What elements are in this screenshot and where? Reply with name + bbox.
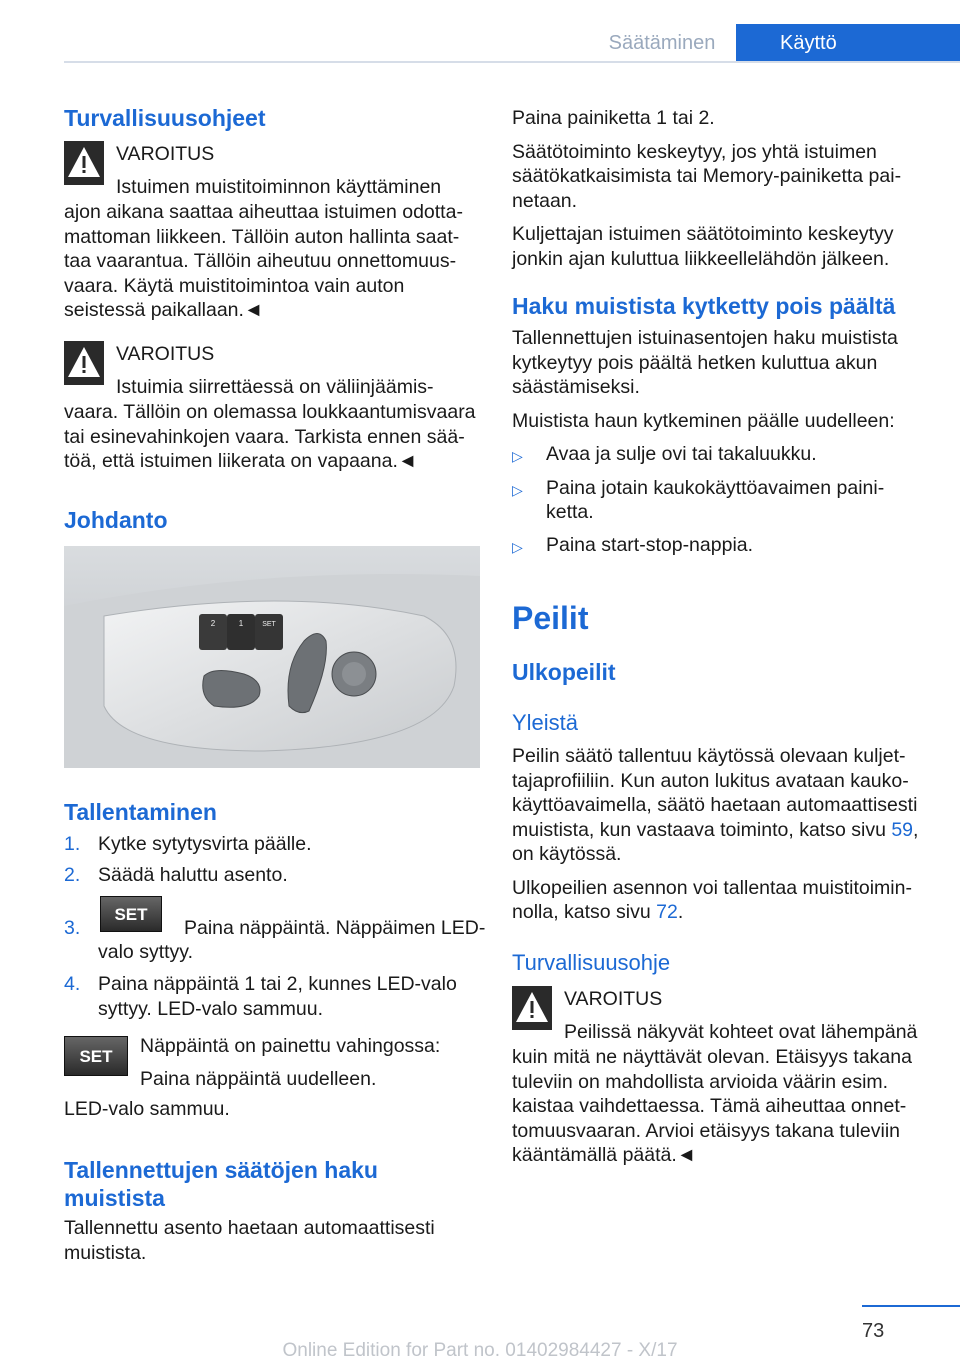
- step-text: Kytke sytytysvirta päälle.: [98, 833, 312, 855]
- general-heading: Yleistä: [512, 710, 579, 735]
- mirror-safety-heading: Turvallisuusohje: [512, 950, 671, 975]
- text-line: säätökatkaisimista tai Memory-painiketta pai-: [512, 165, 902, 187]
- text-line: töä, että istuimen liikerata on vapaana.◄: [64, 450, 418, 472]
- seat-controls-image: [64, 546, 480, 768]
- memory-button-1: 1: [238, 619, 244, 628]
- note-line: Näppäintä on painettu vahingossa:: [140, 1035, 441, 1057]
- page-ref-link[interactable]: 59: [891, 818, 914, 841]
- step-text: Säädä haluttu asento.: [98, 864, 288, 886]
- step-text: syttyy. LED-valo sammuu.: [98, 997, 324, 1020]
- text-line: tuleviin on mahdollista arvioida väärin esim.: [512, 1070, 889, 1093]
- bullet-text: Paina start-stop-nappia.: [546, 534, 754, 556]
- bullet-text: ketta.: [546, 501, 594, 523]
- step-text: Paina näppäintä. Näppäimen LED-: [184, 917, 486, 939]
- text-line: jonkin ajan kuluttua liikkeellelähdön jälkeen.: [512, 247, 890, 270]
- bullet-triangle-icon: ▷: [512, 482, 523, 498]
- text-line: on käytössä.: [512, 843, 622, 865]
- safety-heading: Turvallisuusohjeet: [64, 105, 266, 131]
- warning-text-first: Peilissä näkyvät kohteet ovat lähempänä: [564, 1020, 918, 1043]
- text-line: vaara. Tällöin on olemassa loukkaantumisvaara: [64, 401, 476, 423]
- text-line: Ulkopeilien asennon voi tallentaa muistitoimin-: [512, 876, 912, 899]
- text-line: Tallennettujen istuinasentojen haku muistista: [512, 327, 898, 349]
- text-line: Peilin säätö tallentuu käytössä olevaan kuljet-: [512, 745, 906, 767]
- text-line: Muistista haun kytkeminen päälle uudelleen:: [512, 409, 895, 432]
- list-item: [512, 442, 932, 476]
- intro-heading: Johdanto: [64, 507, 168, 533]
- text-line: Tallennettu asento haetaan automaattisesti: [64, 1217, 435, 1239]
- list-item: [512, 533, 932, 563]
- header-chapter: Käyttö: [736, 24, 960, 62]
- bullet-list: [512, 442, 932, 563]
- text-line: Kuljettajan istuimen säätötoiminto keskeytyy: [512, 223, 894, 245]
- warning-icon: [64, 341, 104, 385]
- note: [140, 1034, 480, 1091]
- off-text: [512, 326, 932, 433]
- warning-text: [64, 200, 484, 323]
- text-line: tai esinevahinkojen vaara. Tarkista ennen sää-: [64, 425, 465, 448]
- text-line: netaan.: [512, 189, 578, 212]
- text-line: vaara. Käytä muistitoimintoa vain auton: [64, 274, 405, 297]
- led-off-text: LED-valo sammuu.: [64, 1098, 230, 1120]
- page-number-rule: [862, 1305, 960, 1307]
- text-line: tomuusvaaran. Arvioi etäisyys takana tuleviin: [512, 1119, 901, 1142]
- text-span: nolla, katso sivu: [512, 901, 657, 923]
- warning-label: VAROITUS: [564, 988, 663, 1010]
- warning-icon: [64, 141, 104, 185]
- text-line: Säätötoiminto keskeytyy, jos yhtä istuimen: [512, 140, 877, 163]
- list-item: [64, 972, 484, 1021]
- text-line: [512, 818, 952, 843]
- step-number: 1.: [64, 833, 81, 855]
- warning-label: VAROITUS: [116, 143, 215, 165]
- text-line: kuin mitä ne näyttävät olevan. Etäisyys takana: [512, 1046, 912, 1068]
- off-heading: Haku muistista kytketty pois päältä: [512, 293, 896, 319]
- general-text: [512, 744, 952, 925]
- warning-text-first: Istuimia siirrettäessä on väliinjäämis-: [116, 375, 434, 398]
- store-heading: Tallentaminen: [64, 799, 217, 825]
- text-line: seistessä paikallaan.◄: [64, 299, 264, 321]
- outer-mirrors-heading: Ulkopeilit: [512, 659, 616, 685]
- memory-button-set: SET: [262, 621, 276, 628]
- right-column: [512, 106, 932, 271]
- note-line: Paina näppäintä uudelleen.: [140, 1067, 377, 1090]
- recall-text: [64, 1216, 484, 1265]
- set-button-image: SET: [100, 896, 162, 932]
- page-ref-link[interactable]: 72: [656, 901, 678, 923]
- set-button-image: SET: [64, 1036, 128, 1076]
- warning-text: [512, 1045, 952, 1168]
- header-rule: [64, 61, 960, 63]
- footer-edition: Online Edition for Part no. 01402984427 - X/17: [282, 1340, 678, 1361]
- text-line: muistista.: [64, 1241, 147, 1264]
- text-span: ,: [913, 818, 919, 841]
- list-item: [64, 832, 484, 863]
- step-number: 4.: [64, 973, 81, 995]
- paragraph: Paina painiketta 1 tai 2.: [512, 107, 715, 129]
- text-line: ajon aikana saattaa aiheuttaa istuimen odotta-: [64, 201, 463, 223]
- text-line: säästämiseksi.: [512, 376, 640, 398]
- heading-line: muistista: [64, 1185, 165, 1211]
- left-column: [64, 104, 484, 132]
- step-number: 2.: [64, 864, 81, 886]
- warning-text-first: Istuimen muistitoiminnon käyttäminen: [116, 175, 442, 198]
- mirrors-heading: Peilit: [512, 600, 589, 636]
- text-line: mattoman liikkeen. Tällöin auton hallinta saat-: [64, 225, 460, 248]
- steps-list: [64, 832, 484, 894]
- bullet-triangle-icon: ▷: [512, 539, 523, 555]
- warning-label: VAROITUS: [116, 343, 215, 365]
- text-line: taa vaarantua. Tällöin aiheutuu onnettomuus-: [64, 250, 457, 272]
- memory-button-2: 2: [210, 619, 216, 628]
- step-text: valo syttyy.: [98, 941, 193, 963]
- bullet-triangle-icon: ▷: [512, 448, 523, 464]
- heading-line: Tallennettujen säätöjen haku: [64, 1157, 378, 1183]
- recall-heading: [64, 1156, 484, 1212]
- text-span: .: [677, 901, 684, 923]
- warning-icon: [512, 986, 552, 1030]
- text-line: [512, 900, 952, 925]
- list-item: [512, 476, 932, 533]
- text-span: muistista, kun vastaava toiminto, katso sivu: [512, 818, 892, 841]
- page-header: [588, 24, 960, 62]
- header-section: Säätäminen: [588, 24, 736, 62]
- text-line: tajaprofiiliin. Kun auton lukitus avataan kauko-: [512, 769, 909, 792]
- bullet-text: Avaa ja sulje ovi tai takaluukku.: [546, 443, 817, 465]
- bullet-text: Paina jotain kaukokäyttöavaimen paini-: [546, 477, 885, 499]
- list-item: [64, 863, 484, 894]
- step-number: 3.: [64, 917, 81, 939]
- text-line: kaistaa vaihdettaessa. Tämä aiheuttaa onnet-: [512, 1095, 907, 1117]
- text-line: kytkeytyy pois päältä hetken kuluttua akun: [512, 351, 878, 374]
- page-number: 73: [862, 1320, 885, 1342]
- warning-text: [64, 400, 484, 474]
- step-text: Paina näppäintä 1 tai 2, kunnes LED-valo: [98, 973, 457, 995]
- text-line: käyttöavaimella, säätö haetaan automaattisesti: [512, 794, 918, 816]
- text-line: kääntämällä päätä.◄: [512, 1144, 697, 1166]
